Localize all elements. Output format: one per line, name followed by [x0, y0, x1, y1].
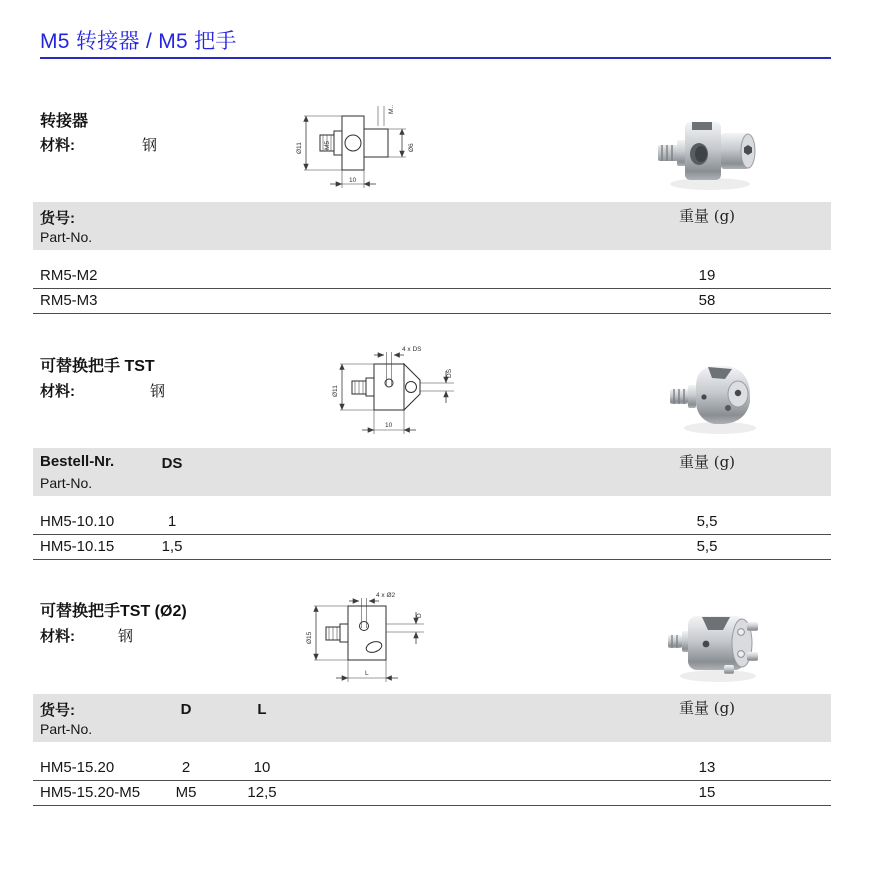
table-row: [33, 289, 831, 314]
part-no-cell: HM5-10.15: [40, 538, 115, 555]
table-row: [33, 510, 831, 535]
col-header-ds: DS: [161, 455, 183, 472]
dim-label-4xds: 4 x DS: [402, 346, 422, 353]
dim-label-mdots: M..: [388, 104, 395, 114]
table-body: [33, 756, 831, 806]
section-heading-tst: 可替换把手 TST: [40, 358, 155, 375]
table-header: [33, 202, 831, 250]
l-cell: 12,5: [247, 784, 277, 801]
technical-drawing-tst-o2: [306, 588, 441, 688]
weight-cell: 5,5: [696, 513, 718, 530]
dim-label-d11: Ø11: [296, 142, 303, 154]
col-header-weight: 重量 (g): [678, 699, 736, 717]
weight-cell: 5,5: [696, 538, 718, 555]
table-body: [33, 264, 831, 314]
l-cell: 10: [253, 759, 271, 776]
col-header-part-no-sub: Part-No.: [40, 475, 93, 491]
product-photo-tst-o2: [662, 594, 780, 688]
d-cell: M5: [175, 784, 197, 801]
material-label: 材料:: [40, 383, 75, 400]
part-no-cell: HM5-15.20-M5: [40, 784, 141, 801]
dim-label-4xd2: 4 x Ø2: [376, 592, 396, 599]
technical-drawing-adapter: [292, 98, 430, 194]
ds-cell: 1,5: [161, 538, 183, 555]
photo-hole: [703, 641, 710, 648]
drawing-body: [348, 606, 386, 660]
drawing-hole: [360, 622, 369, 631]
col-header-part-no-sub: Part-No.: [40, 721, 93, 737]
threaded-stud: [668, 635, 682, 648]
col-header-part-no: 货号:: [40, 210, 75, 227]
part-no-cell: RM5-M2: [40, 267, 98, 284]
dim-label-d6: Ø6: [408, 143, 415, 152]
section-heading-adapter: 转接器: [40, 113, 89, 130]
drawing-hole: [385, 379, 393, 387]
photo-shadow: [680, 670, 756, 682]
dim-label-l: L: [365, 670, 369, 677]
col-header-weight: 重量 (g): [678, 453, 736, 471]
weight-cell: 58: [698, 292, 716, 309]
dim-label-d11: Ø11: [332, 385, 339, 397]
part-no-cell: RM5-M3: [40, 292, 98, 309]
table-row: [33, 264, 831, 289]
col-header-weight: 重量 (g): [678, 207, 736, 225]
material-label: 材料:: [40, 137, 75, 154]
dim-label-d: D: [416, 613, 423, 618]
dim-label-ds: DS: [446, 368, 453, 378]
material-value: 钢: [118, 628, 134, 645]
col-header-part-no: Bestell-Nr.: [40, 453, 115, 470]
dim-label-10: 10: [349, 177, 357, 184]
technical-drawing-tst: [330, 342, 462, 442]
dim-label-10: 10: [385, 422, 393, 429]
ds-cell: 1: [167, 513, 177, 530]
page-title: M5 转接器 / M5 把手: [40, 30, 237, 53]
part-no-cell: HM5-10.10: [40, 513, 115, 530]
part-no-cell: HM5-15.20: [40, 759, 115, 776]
title-divider: [40, 57, 831, 59]
dim-label-d15: Ø15: [306, 631, 313, 644]
threaded-stud: [658, 145, 678, 161]
table-body: [33, 510, 831, 560]
table-row: [33, 535, 831, 560]
d-cell: 2: [181, 759, 191, 776]
dim-label-m5: M5: [324, 140, 331, 150]
table-adapter: [33, 202, 831, 314]
table-header: [33, 448, 831, 496]
table-tst-o2: [33, 694, 831, 806]
material-value: 钢: [150, 383, 166, 400]
section-heading-tst-o2: 可替换把手TST (Ø2): [40, 603, 187, 620]
col-header-d: D: [180, 701, 192, 718]
weight-cell: 15: [698, 784, 716, 801]
table-row: [33, 781, 831, 806]
material-value: 钢: [142, 137, 158, 154]
product-photo-adapter: [652, 108, 774, 196]
photo-pin: [747, 622, 758, 631]
col-header-l: L: [257, 701, 267, 718]
photo-hole: [701, 394, 706, 399]
product-photo-tst: [662, 352, 780, 440]
table-tst: [33, 448, 831, 560]
material-label: 材料:: [40, 628, 75, 645]
drawing-cross-hole: [345, 135, 361, 151]
weight-cell: 19: [698, 267, 716, 284]
table-header: [33, 694, 831, 742]
col-header-part-no-sub: Part-No.: [40, 229, 93, 245]
table-row: [33, 756, 831, 781]
photo-pin: [747, 652, 758, 661]
col-header-part-no: 货号:: [40, 702, 75, 719]
weight-cell: 13: [698, 759, 716, 776]
photo-pin: [724, 665, 734, 674]
